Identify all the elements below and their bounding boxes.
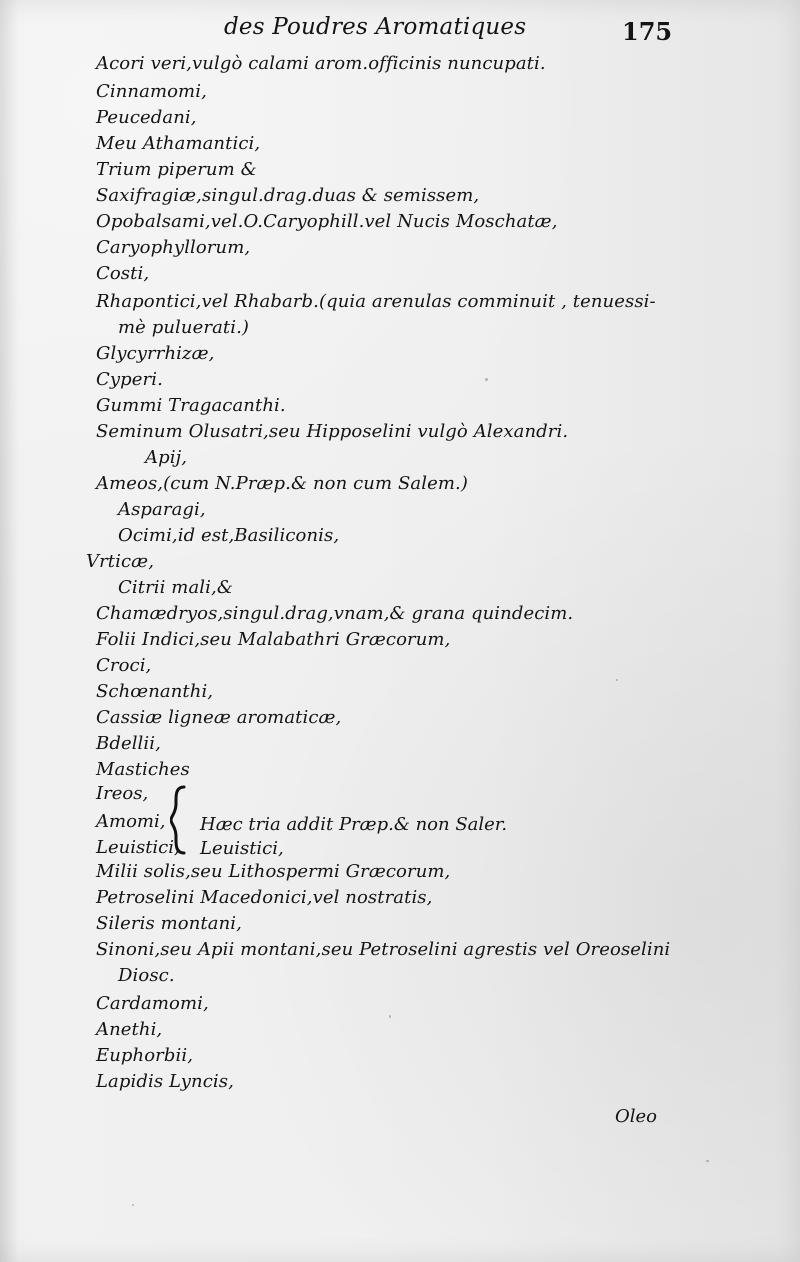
bracketed-note xyxy=(96,782,566,860)
entry-line: Milii solis,seu Lithospermi Græcorum, xyxy=(96,861,451,882)
entry-line: Ameos,(cum N.Præp.& non cum Salem.) xyxy=(96,473,468,494)
entry-line: mè puluerati.) xyxy=(118,317,250,338)
entry-line: Opobalsami,vel.O.Caryophill.vel Nucis Moschatæ, xyxy=(96,211,558,232)
entry-line: Lapidis Lyncis, xyxy=(96,1071,234,1092)
paper-speck xyxy=(485,378,488,381)
entry-line: Acori veri,vulgò calami arom.officinis nuncupati. xyxy=(96,53,546,74)
entry-line: Anethi, xyxy=(96,1019,163,1040)
entry-line: Chamædryos,singul.drag,vnam,& grana quindecim. xyxy=(96,603,574,624)
paper-speck xyxy=(389,1015,391,1018)
entry-line: Sileris montani, xyxy=(96,913,242,934)
bracketed-item: Ireos, xyxy=(96,783,149,804)
entry-line: Cyperi. xyxy=(96,369,163,390)
entry-line: Euphorbii, xyxy=(96,1045,194,1066)
entry-line: Diosc. xyxy=(118,965,175,986)
curly-brace-icon xyxy=(170,785,194,855)
entry-line: Petroselini Macedonici,vel nostratis, xyxy=(96,887,433,908)
entry-line: Saxifragiæ,singul.drag.duas & semissem, xyxy=(96,185,480,206)
running-title: des Poudres Aromatiques xyxy=(224,14,527,40)
entry-line: Glycyrrhizæ, xyxy=(96,343,215,364)
entry-line: Vrticæ, xyxy=(86,551,155,572)
entry-line: Caryophyllorum, xyxy=(96,237,251,258)
entry-line: Sinoni,seu Apii montani,seu Petroselini agrestis vel Oreoselini xyxy=(96,939,671,960)
entry-line: Citrii mali,& xyxy=(118,577,233,598)
entry-line: Trium piperum & xyxy=(96,159,257,180)
entry-line: Rhapontici,vel Rhabarb.(quia arenulas comminuit , tenuessi- xyxy=(96,291,656,312)
entry-line: Folii Indici,seu Malabathri Græcorum, xyxy=(96,629,451,650)
catchword: Oleo xyxy=(615,1106,658,1127)
paper-speck xyxy=(132,1204,134,1206)
bracket-note-second-line: Leuistici, xyxy=(200,838,284,859)
entry-line: Apij, xyxy=(145,447,188,468)
bracketed-item: Leuistici, xyxy=(96,837,180,858)
bracketed-item: Amomi, xyxy=(96,811,166,832)
entry-line: Peucedani, xyxy=(96,107,197,128)
entry-line: Schœnanthi, xyxy=(96,681,214,702)
entry-line: Bdellii, xyxy=(96,733,161,754)
paper-speck xyxy=(616,679,618,681)
page-number: 175 xyxy=(622,17,673,46)
entry-line: Ocimi,id est,Basiliconis, xyxy=(118,525,340,546)
entry-line: Cinnamomi, xyxy=(96,81,207,102)
entry-line: Cardamomi, xyxy=(96,993,209,1014)
entry-line: Seminum Olusatri,seu Hipposelini vulgò Alexandri. xyxy=(96,421,569,442)
entry-line: Croci, xyxy=(96,655,152,676)
entry-line: Gummi Tragacanthi. xyxy=(96,395,286,416)
entry-line: Asparagi, xyxy=(118,499,206,520)
paper-speck xyxy=(706,1160,709,1162)
entry-line: Mastiches xyxy=(96,759,190,780)
bracket-note-text: Hæc tria addit Præp.& non Saler. xyxy=(200,814,508,835)
entry-line: Costi, xyxy=(96,263,150,284)
entry-line: Meu Athamantici, xyxy=(96,133,261,154)
entry-line: Cassiæ ligneæ aromaticæ, xyxy=(96,707,342,728)
